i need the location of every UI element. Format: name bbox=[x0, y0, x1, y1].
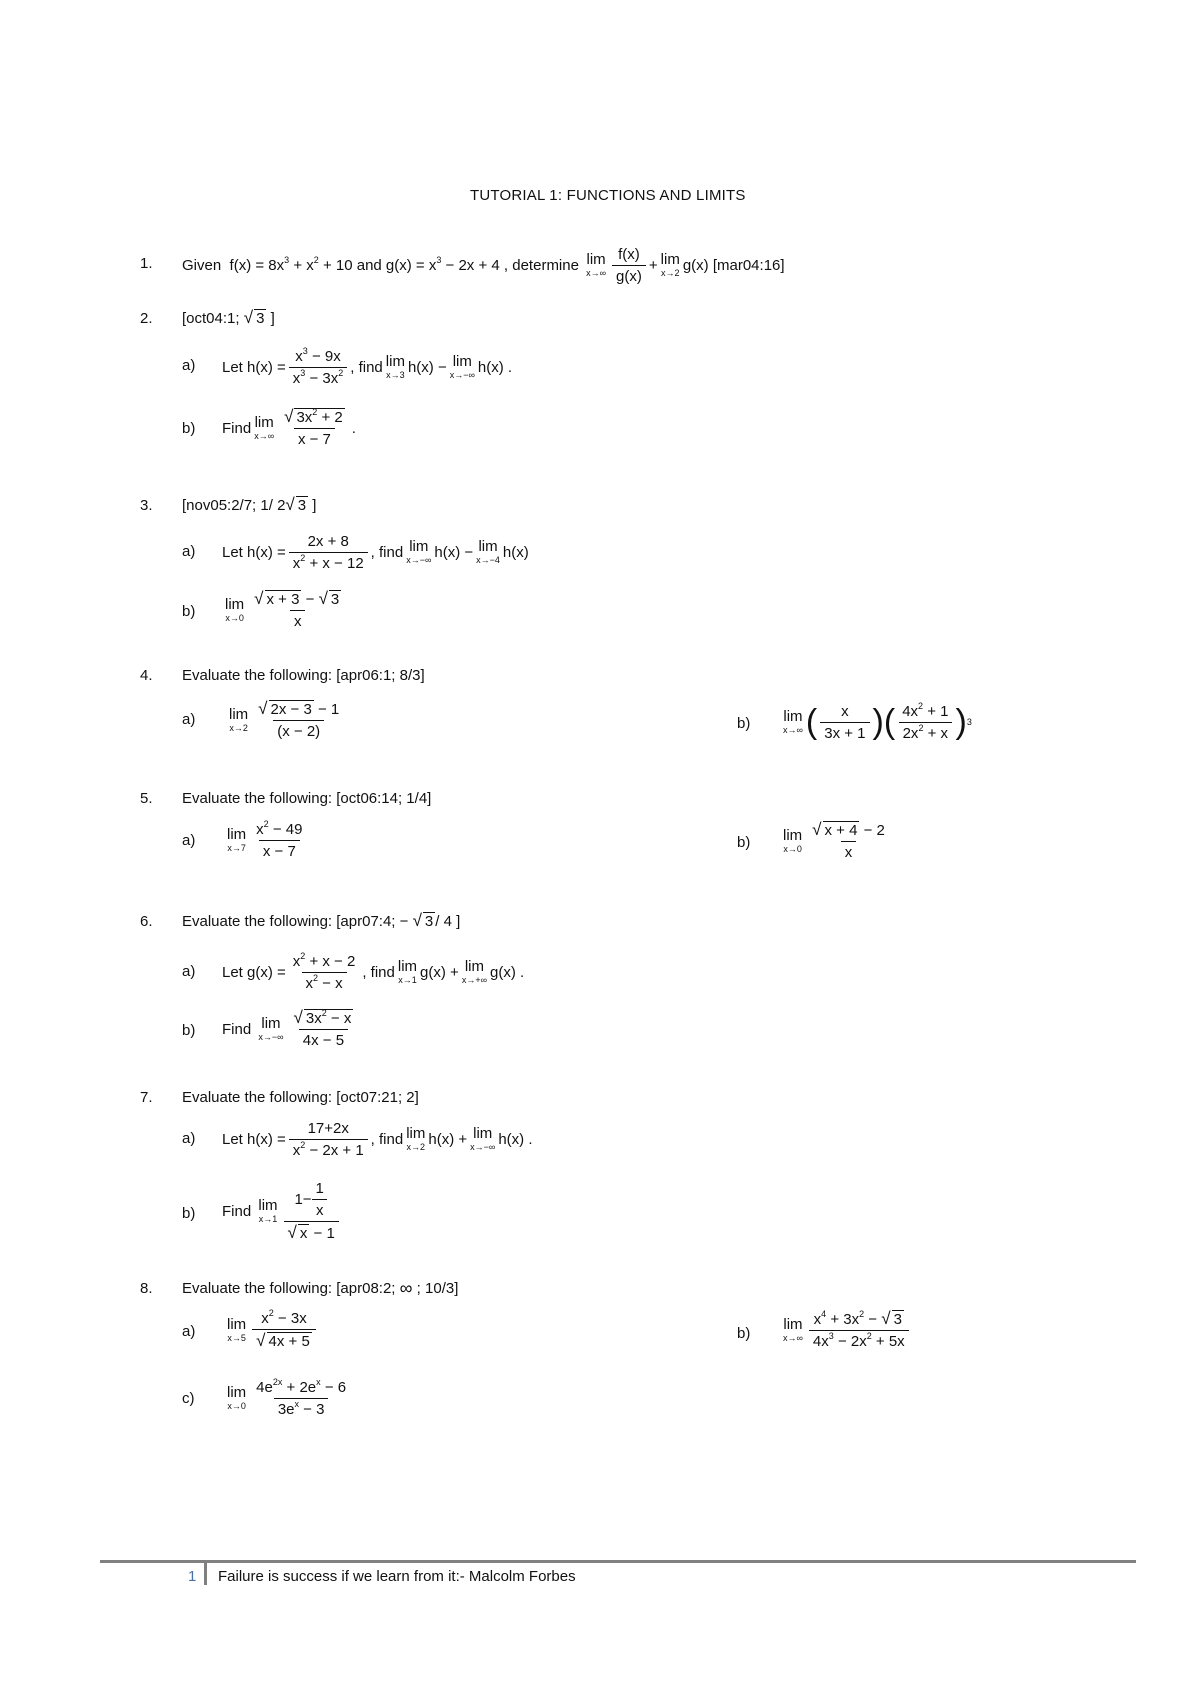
part-label: a) bbox=[182, 543, 196, 560]
fraction: $\frac{x}{3x + 1}$ bbox=[820, 703, 869, 742]
part-label: a) bbox=[182, 963, 196, 980]
question-8c bbox=[224, 1372, 353, 1424]
limit: lim x→−∞ bbox=[406, 538, 432, 565]
limit: lim x→∞ bbox=[783, 708, 803, 735]
question-number: 6. bbox=[140, 913, 153, 930]
part-label: a) bbox=[182, 357, 196, 374]
question-6b: Find lim x→−∞ $\frac{√ 3x^2 - x}{4x - 5}$ bbox=[222, 1003, 360, 1055]
limit: lim x→0 bbox=[225, 596, 245, 623]
fraction: $\frac{x^4 + 3x^2 - √ 3}{4x^3 - 2x^2 + 5x}$ bbox=[809, 1310, 909, 1350]
limit: lim x→∞ bbox=[783, 1316, 803, 1343]
question-6a: Let g(x) = $\frac{x^2 + x - 2}{x^2 - x}$ , find lim x→1 g(x) + lim x→+∞ g(x) . bbox=[222, 950, 525, 992]
limit: lim x→−∞ bbox=[449, 353, 475, 380]
limit: lim x→5 bbox=[227, 1316, 247, 1343]
limit: lim x→2 bbox=[406, 1125, 426, 1152]
reference: [mar04:16] bbox=[712, 256, 785, 274]
part-label: b) bbox=[737, 834, 751, 851]
part-label: b) bbox=[737, 715, 751, 732]
question-8b bbox=[780, 1304, 912, 1356]
limit: lim x→0 bbox=[227, 1384, 247, 1411]
fraction: 1− $\frac{1}{x}$ √ x − 1 bbox=[284, 1180, 339, 1242]
limit: lim x→2 bbox=[660, 251, 680, 278]
given-label: Given bbox=[182, 256, 222, 274]
question-5b bbox=[780, 815, 892, 867]
fraction: $\frac{4x^2 + 1}{2x^2 + x}$ bbox=[898, 703, 952, 742]
part-label: b) bbox=[182, 1022, 196, 1039]
fraction: $\frac{f(x)}{g(x)}$ bbox=[612, 246, 646, 285]
fraction: $\frac{√ x + 4 - 2}{x}$ bbox=[812, 820, 885, 861]
question-8-text: Evaluate the following: [apr08:2; ∞ ; 10/3] bbox=[182, 1277, 459, 1298]
part-label: b) bbox=[737, 1325, 751, 1342]
limit: lim x→7 bbox=[227, 826, 247, 853]
part-label: b) bbox=[182, 1205, 196, 1222]
f-definition: $f(x) = 8x^3 + x^2 + 10$ and $g(x) = x^3 - 2x + 4$ , determine bbox=[229, 254, 579, 274]
question-number: 2. bbox=[140, 310, 153, 327]
fraction: $\frac{√ 3x^2 - x}{4x - 5}$ bbox=[293, 1008, 352, 1049]
question-number: 1. bbox=[140, 255, 153, 272]
question-2b: Find lim x→∞ $\frac{√ 3x^2 + 2}{x - 7}$ . bbox=[222, 407, 356, 448]
limit: lim x→0 bbox=[783, 827, 803, 854]
question-2-reference: [oct04:1; √ 3 ] bbox=[182, 308, 275, 327]
question-6-text: Evaluate the following: [apr07:4; − √ 3 / 4 ] bbox=[182, 911, 461, 930]
question-5a bbox=[224, 815, 309, 865]
fraction: $\frac{√ x + 3 - √ 3}{x}$ bbox=[254, 589, 340, 630]
part-label: b) bbox=[182, 603, 196, 620]
fraction: $\frac{x^2 + x - 2}{x^2 - x}$ bbox=[292, 950, 356, 992]
question-3b bbox=[222, 584, 348, 636]
fraction: $\frac{2x + 8}{x^2 + x - 12}$ bbox=[289, 533, 368, 572]
limit: lim x→1 bbox=[397, 958, 418, 985]
page-number: 1 bbox=[188, 1568, 197, 1585]
question-3a: Let h(x) = $\frac{2x + 8}{x^2 + x - 12}$ , find lim x→−∞ h(x) − lim x→−4 h(x) bbox=[222, 532, 529, 572]
limit: lim x→3 bbox=[385, 353, 405, 380]
fraction: $\frac{√ 2x - 3 - 1}{(x - 2)}$ bbox=[258, 699, 340, 740]
question-2a: Let h(x) = $\frac{x^3 - 9x}{x^3 - 3x^2}$ , find lim x→3 h(x) − lim x→−∞ h(x) . bbox=[222, 345, 513, 387]
limit: lim x→−∞ bbox=[470, 1125, 496, 1152]
fraction: $\frac{√ 3x^2 + 2}{x - 7}$ bbox=[284, 407, 343, 448]
question-number: 4. bbox=[140, 667, 153, 684]
limit: lim x→+∞ bbox=[461, 958, 487, 985]
footer-divider bbox=[204, 1563, 207, 1585]
question-7b: Find lim x→1 1− $\frac{1}{x}$ √ x − 1 bbox=[222, 1168, 342, 1254]
question-4b: lim x→∞ ( $\frac{x}{3x + 1}$ )( $\frac{4x^2 + 1}{2x^2 + x}$ ) 3 bbox=[783, 700, 972, 742]
question-4a bbox=[226, 694, 346, 746]
part-label: a) bbox=[182, 832, 196, 849]
footer-quote: Failure is success if we learn from it:- Malcolm Forbes bbox=[218, 1568, 576, 1585]
question-4-text: Evaluate the following: [apr06:1; 8/3] bbox=[182, 667, 425, 684]
fraction: $\frac{4e^{2x} + 2e^x - 6}{3e^x - 3}$ bbox=[256, 1376, 347, 1418]
limit: lim x→∞ bbox=[254, 414, 275, 441]
question-3-reference: [nov05:2/7; 1/ 2 √ 3 ] bbox=[182, 495, 317, 514]
question-7a: Let h(x) = $\frac{17+2x}{x^2 - 2x + 1}$ , find lim x→2 h(x) + lim x→−∞ h(x) . bbox=[222, 1119, 533, 1159]
question-number: 3. bbox=[140, 497, 153, 514]
limit: lim x→−∞ bbox=[258, 1015, 284, 1042]
footer-rule bbox=[100, 1560, 1136, 1563]
part-label: b) bbox=[182, 420, 196, 437]
part-label: a) bbox=[182, 1130, 196, 1147]
part-label: a) bbox=[182, 711, 196, 728]
question-1: Given $f(x) = 8x^3 + x^2 + 10$ and $g(x) = x^3 - 2x + 4$ , determine lim x→∞ $\frac{f(x)}{g(x)}$ + lim x→2 g(x) [mar04:16] bbox=[182, 245, 785, 285]
fraction: $\frac{x^3 - 9x}{x^3 - 3x^2}$ bbox=[289, 348, 347, 387]
limit: lim x→∞ bbox=[586, 251, 607, 278]
question-number: 7. bbox=[140, 1089, 153, 1106]
limit: lim x→1 bbox=[258, 1197, 278, 1224]
question-number: 8. bbox=[140, 1280, 153, 1297]
page-title: TUTORIAL 1: FUNCTIONS AND LIMITS bbox=[470, 187, 746, 204]
fraction: $\frac{17+2x}{x^2 - 2x + 1}$ bbox=[289, 1120, 368, 1159]
limit: lim x→2 bbox=[229, 706, 249, 733]
fraction: $\frac{x^2 - 3x}{√ 4x + 5}$ bbox=[252, 1310, 316, 1350]
question-number: 5. bbox=[140, 790, 153, 807]
question-8a bbox=[224, 1304, 319, 1356]
part-label: a) bbox=[182, 1323, 196, 1340]
question-5-text: Evaluate the following: [oct06:14; 1/4] bbox=[182, 790, 432, 807]
fraction: $\frac{x^2 - 49}{x - 7}$ bbox=[256, 818, 303, 860]
part-label: c) bbox=[182, 1390, 195, 1407]
limit: lim x→−4 bbox=[476, 538, 500, 565]
question-7-text: Evaluate the following: [oct07:21; 2] bbox=[182, 1089, 419, 1106]
